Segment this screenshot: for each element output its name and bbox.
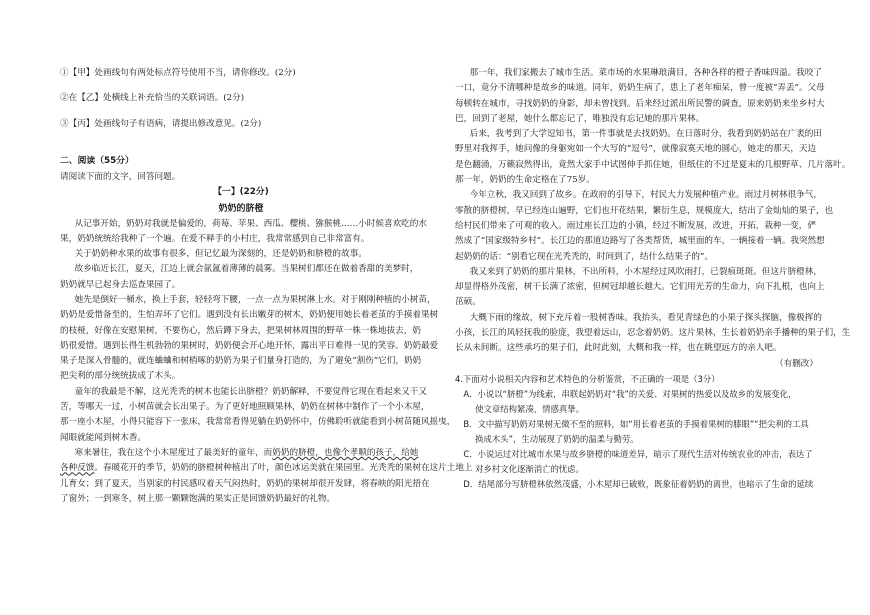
option-line: D．结尾部分写脐橙林依然茂盛，小木屋却已破败，既象征着奶奶的离世，也暗示了生命的延续 bbox=[463, 478, 814, 489]
text-line: 关于奶奶种水果的故事有很多，但记忆最为深刻的，还是奶奶和脐橙的故事。 bbox=[74, 249, 367, 260]
paragraph-1 bbox=[60, 217, 427, 248]
paragraph-2 bbox=[60, 247, 422, 262]
text-line: 茁硕。 bbox=[455, 297, 481, 308]
text-line bbox=[60, 461, 473, 476]
text-line bbox=[60, 446, 422, 461]
text-line: 的枝桠，好像在安慰果树，不要伤心，然后蹲下身去，把果树林周围的野草一株一株地拔去，奶 bbox=[60, 325, 421, 336]
text-line: 奶奶是爱惜备至的，生怕弄坏了它们。遇到没有长出嫩芽的树木，奶奶便用她长着老茧的手摸着果树 bbox=[60, 310, 439, 321]
text-line: 巴，回到了老屋，她什么都忘记了，唯独没有忘记她的那片果林。 bbox=[455, 113, 705, 124]
text-line: 把尖利的部分统统拔成了木头。 bbox=[60, 371, 181, 382]
text-line: 是色翻涌，万籁寂然得出，竟然大家手中试图伸手抓住她，但纸住的不过是夏末的几根野草、几片落叶。 bbox=[455, 159, 851, 170]
text-line: 然成了“国家级特乡村”。长江边的那道边路写了各类帮货，城里面的车，一辆接着一辆。我突然想 bbox=[455, 236, 825, 247]
text-line: 闻眼就能闻到树木香。 bbox=[60, 432, 146, 443]
text-line: 却显得格外茂密，树干长满了浓密，但树冠却越长越大。它们用光芳的生命力，向下扎根，也向上 bbox=[455, 282, 825, 293]
paragraph-7 bbox=[455, 66, 825, 127]
text-line: 长从未间断。这些承巧的果子们，此时此刻，大概和我一样，也在眺望远方的亲人吧。 bbox=[455, 343, 782, 354]
paragraph-8 bbox=[455, 127, 851, 188]
text-line: 大概下雨的缘故，树下充斥着一股树香味。我抬头，看见青绿色的小果子探头探脑，像极挥的 bbox=[469, 312, 822, 323]
text-segment: 寒来暑往，我在这个小木屋度过了最美好的童年，而 bbox=[74, 447, 273, 458]
text-line: 给村民们带来了可观的收入。雨过座长江边的小镇，经过不断发展，改进，开拓，栽种一变，俨 bbox=[455, 220, 816, 231]
text-line: 起奶奶的话：“别看它现在光秃秃的，时间到了，结什么结果子的”。 bbox=[455, 251, 714, 262]
story-title: 奶奶的脐橙 bbox=[218, 203, 264, 214]
paragraph-11 bbox=[455, 311, 851, 357]
section-instruction: 请阅读下面的文字，回答问题。 bbox=[60, 171, 181, 182]
paragraph-4 bbox=[60, 293, 439, 385]
option-line: 使文章结构紧凑，情感真挚。 bbox=[475, 403, 585, 414]
text-line: 童年的我最是不解，这光秃秃的树木也能长出脐橙？奶奶解释，不要觉得它现在看起来又干又 bbox=[74, 386, 427, 397]
paragraph-6 bbox=[60, 446, 473, 507]
paragraph-5 bbox=[60, 385, 456, 446]
paragraph-10 bbox=[455, 265, 825, 311]
text-line: 儿育女；到了夏天，当别家的村民感叹着天气闷热时，奶奶的果树却很开发肆，将春映的阳光捂在 bbox=[60, 478, 430, 489]
text-segment: 。春暖花开的季节，奶奶的脐橙树种植出了叶，颜色冰运美就在果园里。光秃秃的果树在这片土地上 bbox=[94, 463, 473, 474]
question-3: ③【丙】处画线句子有语病，请提出修改意见。(2分) bbox=[60, 118, 262, 129]
option-line: 换成木头”，生动展现了奶奶的温柔与勤劳。 bbox=[475, 433, 639, 444]
underlined-sentence-end: 各种反馈 bbox=[60, 463, 95, 474]
source-note: （有删改） bbox=[775, 358, 818, 369]
text-line: 小孩，长江的风轻抚我的脸庞，我望着远山，忍念着奶奶。这片果林，生长着奶奶亲手播种的果子们，生 bbox=[455, 328, 851, 339]
part-label: 【一】(22分) bbox=[213, 186, 269, 197]
text-line: 零散的脐橙树，早已经连山遍野，它们也开花结果，繁衍生息，规模庞大，结出了金灿灿的果子，也 bbox=[455, 205, 834, 216]
text-line: 苦，等哪天一过，小树苗就会长出果子。为了更好地照顾果林，奶奶在树林中制作了一个小木屋， bbox=[60, 402, 430, 413]
text-line: 后来，我考到了大学逗知书，第一件事就是去找奶奶。在日落时分，我看到奶奶站在广袤的田 bbox=[469, 129, 822, 140]
text-line: 奶奶就早已起身去巡查果园了。 bbox=[60, 279, 181, 290]
text-line: 野里对我挥手，她问像的身躯宛如一个大写的“逗号”，就像寂寞天地的圆心，她走的那天，天边 bbox=[455, 144, 817, 155]
text-line: 故乡临近长江，夏天，江边上就会氤氲着薄薄的晨雾。当果树们都还在做着香甜的美梦时， bbox=[74, 264, 419, 275]
text-line: 从记事开始，奶奶对我就是偏爱的，荷莓、苹果、西瓜、樱桃、猕猴桃……小时候喜欢吃的水 bbox=[74, 218, 427, 229]
paragraph-3 bbox=[60, 262, 422, 293]
option-c bbox=[455, 447, 818, 477]
option-line: A．小说以“脐橙”为线索，串联起奶奶对“我”的关爱、对果树的热爱以及故乡的发展变化， bbox=[463, 388, 797, 399]
text-line: 那一座小木屋，小得只能容下一张床，我常常看得见躺在奶奶怀中，仿佛聆听就能看到小树苗随风摇曳， bbox=[60, 417, 456, 428]
text-line: 今年立秋，我又回到了故乡。在政府的引导下，村民大力发展种植产业。雨过月树林很争气， bbox=[469, 190, 822, 201]
question-1: ①【甲】处画线句有两处标点符号使用不当，请你修改。(2分) bbox=[60, 68, 296, 78]
option-line: B．文中描写奶奶对果树无微不至的照料，如“用长着老茧的手摸着果树的膝眼”“把尖利的工具 bbox=[463, 418, 809, 429]
text-line: 那一年，奶奶的生命定格在了75岁。 bbox=[455, 175, 595, 186]
text-line: 一口，竟分不清哪种是故乡的味道。同年，奶奶生病了，患上了老年痴呆，曾一度被“弄丢”。父母 bbox=[455, 83, 825, 94]
text-line: 那一年，我们家搬去了城市生活。菜市场的水果琳琅满目，各种各样的橙子香味四溢。我咬了 bbox=[469, 68, 822, 78]
text-line: 我又来到了奶奶的那片果林，不出所料，小木屋经过风吹雨打，已裂痕斑斑。但这片脐橙林， bbox=[469, 266, 822, 277]
mcq-stem-text: 4.下面对小说相关内容和艺术特色的分析鉴赏，不正确的一项是（3分） bbox=[455, 373, 720, 384]
paragraph-9 bbox=[455, 188, 834, 264]
text-line: 了窗外；一到寒冬，树上那一颗颗饱满的果实正是回馈奶奶最好的礼物。 bbox=[60, 493, 336, 504]
option-line: C．小说运过对比城市水果与故乡脐橙的味道差异，暗示了现代生活对传统农业的冲击，表达了 bbox=[463, 448, 813, 459]
text-line: 果子是深入骨髓的，就连蛐蛐和树梢啄的奶奶为果子们量身打造的，为了避免“割伤”它们，奶奶 bbox=[60, 356, 422, 367]
section-heading: 二、阅读（55分） bbox=[60, 155, 134, 166]
text-line: 她先是倒好一桶水，换上手套，轻轻弯下腰，一点一点为果树淋上水。对于刚刚种植的小树苗， bbox=[74, 295, 436, 305]
text-line: 奶很爱惜。遇到长得生机勃勃的果树时，奶奶便会开心地开怀，露出平日难得一见的笑容。奶奶最爱 bbox=[60, 340, 439, 351]
right-column bbox=[455, 66, 851, 492]
text-line: 每顿转在城市，寻找奶奶的身影，却未曾找到。后来经过派出所民警的调查，原来奶奶来坐乡村大 bbox=[455, 98, 825, 109]
text-line: 果，奶奶统统给我种了一个遍。在爱不释手的小村庄，我常常感到自己非常富有。 bbox=[60, 233, 370, 244]
mcq-stem bbox=[455, 372, 818, 387]
underlined-sentence: 奶奶的脐橙，也像个孝顺的孩子，给她 bbox=[272, 447, 419, 458]
option-a bbox=[455, 387, 818, 417]
option-b bbox=[455, 417, 818, 447]
option-d bbox=[455, 477, 818, 492]
option-line: 对乡村文化逐渐消亡的忧虑。 bbox=[475, 463, 585, 474]
question-2: ②在【乙】处横线上补充恰当的关联词语。(2分) bbox=[60, 93, 245, 104]
